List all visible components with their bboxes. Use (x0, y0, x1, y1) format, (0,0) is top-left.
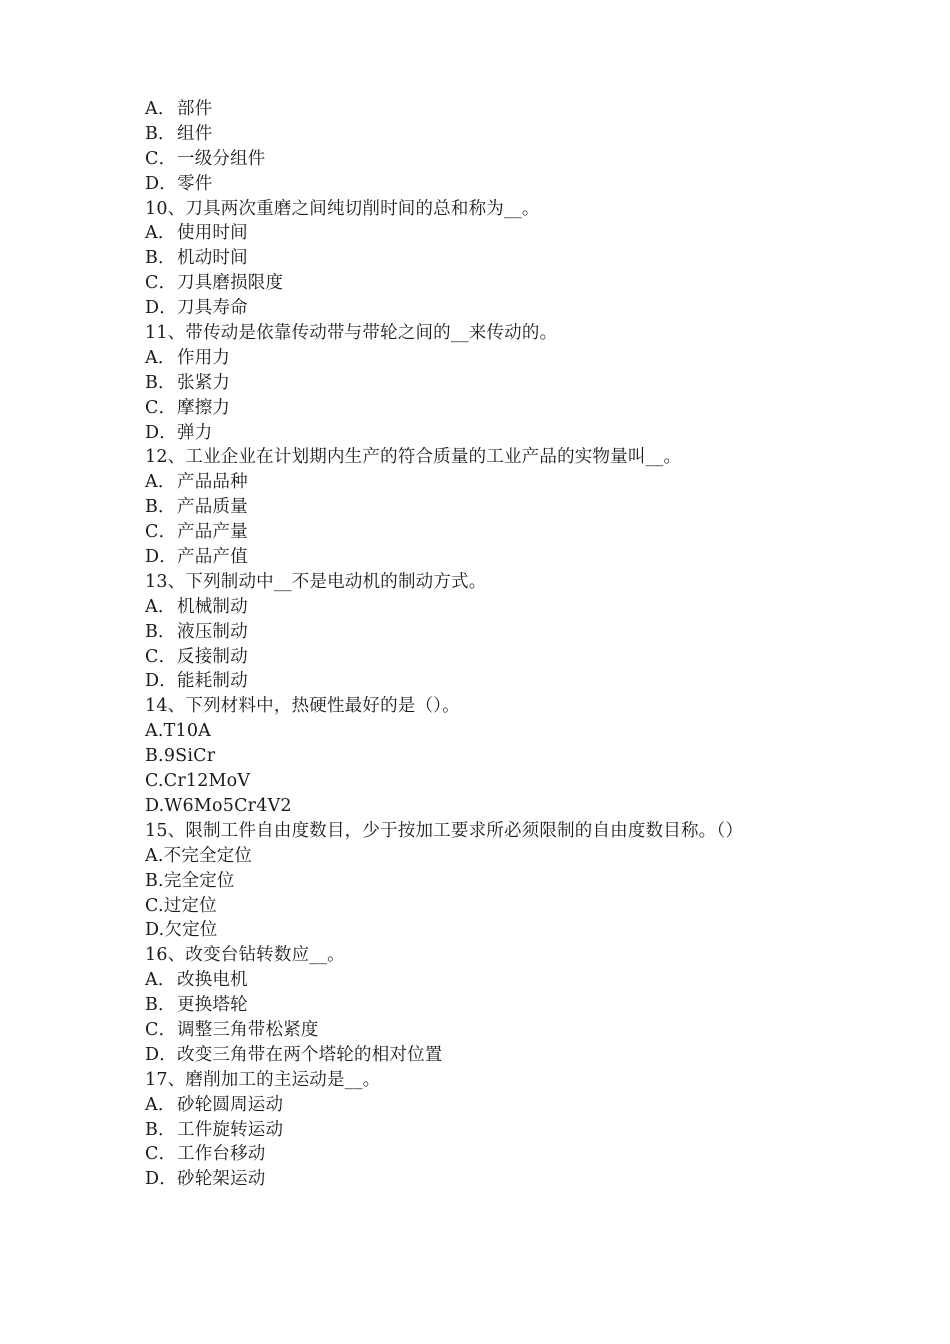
document-body (145, 97, 905, 1192)
option-label: A． (145, 223, 176, 244)
question-text: 17、磨削加工的主运动是__。 (145, 1069, 381, 1090)
answer-option (145, 296, 905, 321)
option-text: 摩擦力 (177, 397, 231, 418)
option-label: C． (145, 148, 177, 169)
answer-option (145, 122, 905, 147)
option-label: D． (145, 422, 177, 443)
option-label: B． (145, 995, 176, 1016)
option-label: A. (145, 845, 164, 866)
answer-option (145, 595, 905, 620)
answer-option (145, 545, 905, 570)
answer-option (145, 1018, 905, 1043)
option-label: B． (145, 497, 176, 518)
question-text: 14、下列材料中，热硬性最好的是（）。 (145, 696, 460, 717)
option-label: C. (145, 895, 164, 916)
answer-option (145, 620, 905, 645)
answer-option (145, 470, 905, 495)
option-text: 9SiCr (163, 746, 216, 767)
answer-option (145, 221, 905, 246)
option-text: 组件 (177, 123, 213, 144)
option-label: D． (145, 1044, 177, 1065)
option-text: 使用时间 (177, 223, 248, 244)
answer-option (145, 744, 905, 769)
option-label: A． (145, 1094, 176, 1115)
answer-option (145, 794, 905, 819)
option-label: B. (145, 746, 164, 767)
answer-option (145, 1142, 905, 1167)
answer-option (145, 769, 905, 794)
option-label: B． (145, 248, 176, 269)
option-text: 能耗制动 (177, 671, 248, 692)
option-label: B． (145, 1119, 176, 1140)
option-text: W6Mo5Cr4V2 (164, 795, 292, 816)
option-label: B. (145, 870, 164, 891)
option-label: C． (145, 522, 177, 543)
option-label: B． (145, 621, 176, 642)
option-text: 刀具寿命 (177, 298, 248, 319)
option-label: C. (145, 771, 164, 792)
option-text: 调整三角带松紧度 (177, 1019, 319, 1040)
answer-option (145, 869, 905, 894)
option-text: 零件 (177, 173, 213, 194)
option-text: 工作台移动 (177, 1144, 266, 1165)
option-text: 更换塔轮 (177, 995, 248, 1016)
answer-option (145, 172, 905, 197)
option-text: 改变三角带在两个塔轮的相对位置 (177, 1044, 443, 1065)
answer-option (145, 346, 905, 371)
answer-option (145, 396, 905, 421)
option-label: A． (145, 472, 176, 493)
option-text: 部件 (177, 99, 213, 119)
option-label: B． (145, 372, 176, 393)
option-label: A． (145, 970, 176, 991)
answer-option (145, 645, 905, 670)
option-label: C． (145, 1144, 177, 1165)
answer-option (145, 1093, 905, 1118)
answer-option (145, 495, 905, 520)
option-text: 改换电机 (177, 970, 248, 991)
option-text: 完全定位 (163, 870, 235, 891)
option-label: D． (145, 671, 177, 692)
question-text: 13、下列制动中__不是电动机的制动方式。 (145, 571, 487, 592)
answer-option (145, 271, 905, 296)
option-text: 机动时间 (177, 248, 248, 269)
option-label: D． (145, 298, 177, 319)
answer-option (145, 1118, 905, 1143)
answer-option (145, 894, 905, 919)
option-label: D. (145, 920, 165, 941)
option-text: 机械制动 (177, 596, 248, 617)
option-text: 液压制动 (177, 621, 248, 642)
answer-option (145, 993, 905, 1018)
answer-option (145, 719, 905, 744)
option-text: 反接制动 (177, 646, 248, 667)
option-text: 产品质量 (177, 497, 248, 518)
option-text: 砂轮圆周运动 (177, 1094, 284, 1115)
question-text: 12、工业企业在计划期内生产的符合质量的工业产品的实物量叫__。 (145, 447, 682, 468)
answer-option (145, 918, 905, 943)
answer-option (145, 97, 905, 122)
question-text: 15、限制工件自由度数目，少于按加工要求所必须限制的自由度数目称。（） (145, 820, 744, 841)
answer-option (145, 1167, 905, 1192)
answer-option (145, 844, 905, 869)
option-label: D． (145, 173, 177, 194)
question-text: 16、改变台钻转数应__。 (145, 945, 345, 966)
option-text: 一级分组件 (177, 148, 266, 169)
option-label: B． (145, 123, 176, 144)
option-text: 产品产量 (177, 522, 248, 543)
option-label: A． (145, 99, 176, 119)
answer-option (145, 520, 905, 545)
option-text: 产品产值 (177, 547, 248, 568)
option-label: C． (145, 397, 177, 418)
answer-option (145, 1043, 905, 1068)
question-text: 10、刀具两次重磨之间纯切削时间的总和称为__。 (145, 198, 540, 219)
option-text: Cr12MoV (163, 771, 251, 792)
option-label: A． (145, 596, 176, 617)
option-text: 过定位 (163, 895, 217, 916)
option-label: A． (145, 347, 176, 368)
option-text: 欠定位 (164, 920, 218, 941)
option-text: 不完全定位 (163, 845, 253, 866)
option-text: 工件旋转运动 (177, 1119, 284, 1140)
option-label: D. (145, 795, 165, 816)
option-text: 刀具磨损限度 (177, 273, 284, 294)
option-text: 产品品种 (177, 472, 248, 493)
option-label: C． (145, 646, 177, 667)
option-text: 张紧力 (177, 372, 231, 393)
option-label: D． (145, 547, 177, 568)
question-text: 11、带传动是依靠传动带与带轮之间的__来传动的。 (145, 323, 558, 344)
answer-option (145, 669, 905, 694)
answer-option (145, 246, 905, 271)
option-label: C． (145, 1019, 177, 1040)
answer-option (145, 147, 905, 172)
option-label: A. (145, 721, 164, 742)
answer-option (145, 371, 905, 396)
option-label: D． (145, 1169, 177, 1190)
option-text: T10A (163, 721, 211, 742)
option-label: C． (145, 273, 177, 294)
answer-option (145, 421, 905, 446)
answer-option (145, 968, 905, 993)
option-text: 砂轮架运动 (177, 1169, 266, 1190)
option-text: 弹力 (177, 422, 213, 443)
option-text: 作用力 (177, 347, 231, 368)
